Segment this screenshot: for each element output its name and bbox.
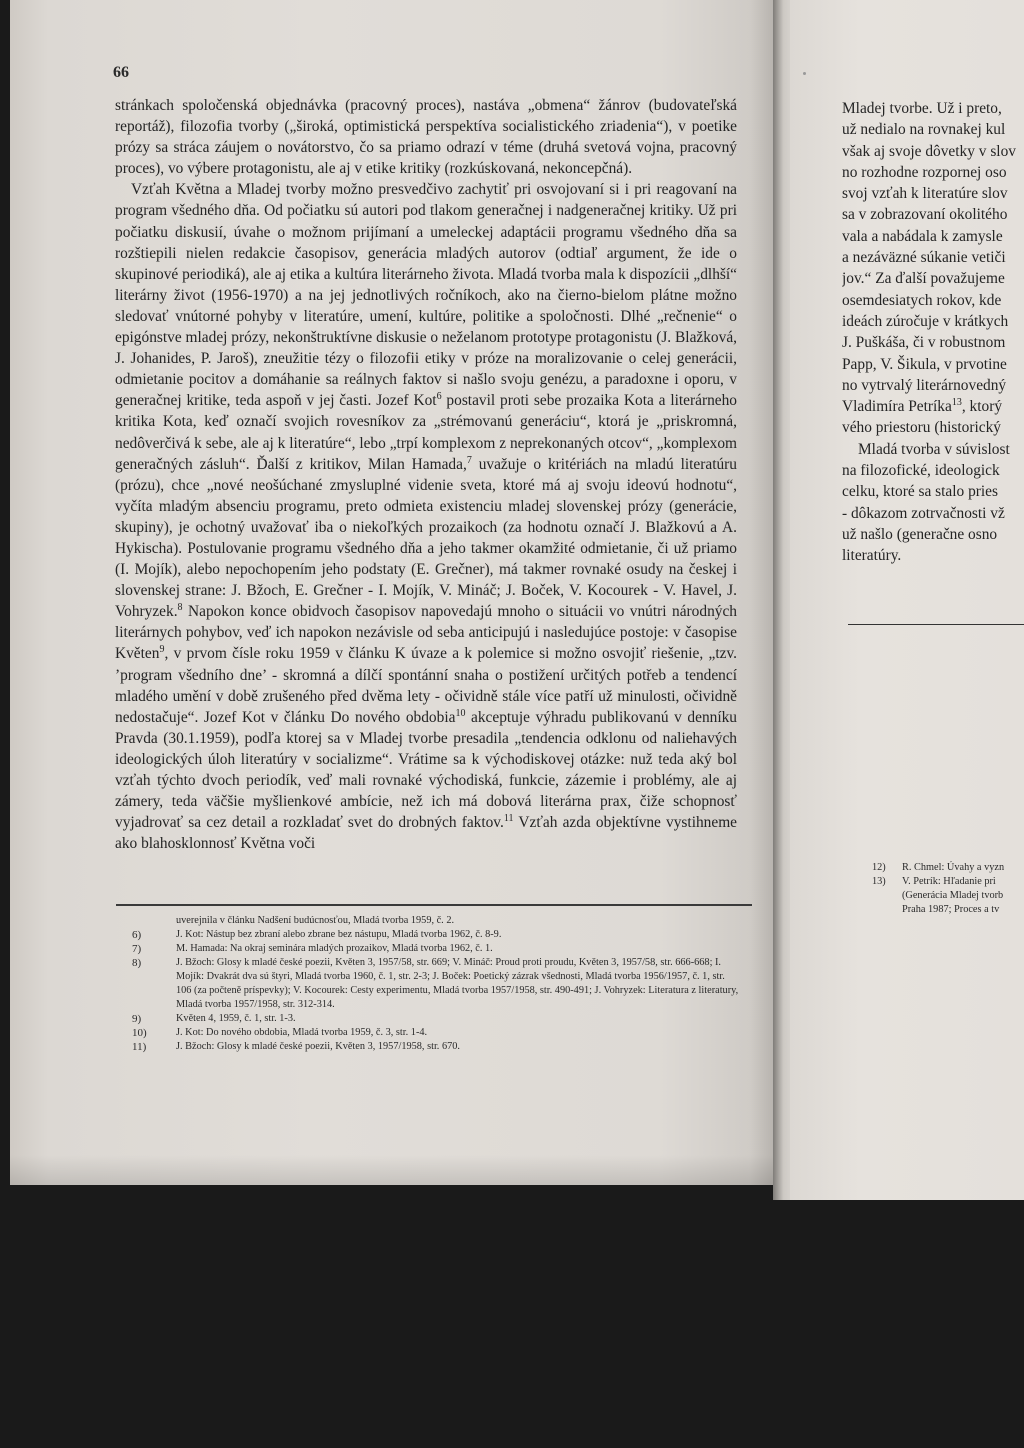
text-run: Vzťah Května a Mladej tvorby možno presvedčivo zachytiť pri osvojovaní si i pri reagovaní na program všedného dňa. Od počiatku sú autori pod tlakom generačnej i nadgeneračnej kritiky. Už pri počiatku diskusií, úvahe o možnom prijímaní a umeleckej adaptácii programu všedného dňa sa rozštiepili nielen redakcie časopisov, generácia mladých autorov (odtiaľ argument, že ide o skupinové periodiká), ale aj etika a kultúra literárneho života. Mladá tvorba mala k dispozícii „dlhší“ literárny život (1956-1970) a na jej jednotlivých ročníkoch, ako na čierno-bielom plátne možno sledovať vnútorné pohyby v literatúre, umení, kultúre, politike a spoločnosti. Dlhé „rečnenie“ o epigónstve mladej prózy, nekonštruktívne diskusie o neželanom prototype protagonistu (J. Blažková, J. Johanides, P. Jaroš), zneužitie tézy o filozofii etiky v próze na moralizovanie o celej generácii, odmietanie pocitov a domáhanie sa reálnych faktov si našlo svoju genézu, a paradoxne i oporu, v generačnej kritike, teda aspoň v jej časti. Jozef Kot [115, 181, 737, 410]
footnote [872, 861, 1024, 875]
text-run: uvažuje o kritériách na mladú literatúru (prózu), chce „nové neošúchané zmysluplné videnie sveta, ktoré má aj svoju ideovú hodnotu“, vyčíta mladým absenciu programu, preto odmieta existenciu mladej slovenskej prózy (generácie, skupiny), je ochotný uvažovať iba o niekoľkých prozaikoch (za hodnotu označí J. Blažkovú a A. Hykischa). Postulovanie programu všedného dňa a jeho takmer okamžité odmietanie, či už priamo (I. Mojík), alebo nepochopením jeho podstaty (E. Grečner), má takmer rovnaké osudy na českej i slovenskej strane: J. Bžoch, E. Grečner - I. Mojík, V. Mináč; J. Boček, V. Kocourek - V. Havel, J. Vohryzek. [115, 455, 737, 621]
footnote [130, 956, 742, 1012]
text-line: no rozhodne rozpornej oso [842, 163, 1007, 181]
footnote-number: 6) [132, 929, 142, 941]
text-run: Vzťah azda objektívne vystihneme ako blahosklonnosť Května voči [115, 814, 737, 853]
text-run: , ktorý [961, 398, 1003, 416]
footnote-text: J. Kot: Do nového obdobia, Mladá tvorba 1959, č. 3, str. 1-4. [176, 1027, 428, 1038]
footnote-number: 8) [132, 957, 142, 969]
right-footnotes [872, 861, 1024, 917]
text-line: Mladá tvorba v súvislost [858, 440, 1010, 458]
footnote-text: (Generácia Mladej tvorb [902, 890, 1004, 901]
footnote-number: 13) [872, 876, 886, 887]
scan-speck [803, 72, 806, 75]
footnote-text: M. Hamada: Na okraj seminára mladých prozaikov, Mladá tvorba 1962, č. 1. [176, 943, 493, 954]
text-line: vého priestoru (historický [842, 419, 1002, 437]
paragraph [115, 179, 737, 854]
footnote [872, 889, 1024, 903]
text-line: literatúry. [842, 547, 902, 565]
text-run: akceptuje výhradu publikovanú v denníku Pravda (30.1.1959), podľa ktorej sa v Mladej tvorbe presadila „tendencia odklonu od naliehavých ideologických úloh literatúry v socializme“. Vrátime sa k východiskovej otázke: nuž teda aký bol vzťah týchto dvoch periodík, veď mali rovnaké východiská, funkcie, zázemie i problémy, ale aj zámery, teda väčšie myšlienkové ambície, než ich má dobová literárna prax, čiže schopnosť vyjadrovať sa cez detail a rozkladať svet do drobných faktov. [115, 708, 738, 832]
footnotes [130, 914, 742, 1054]
text-line: svoj vzťah k literatúre slov [842, 185, 1008, 203]
footnote [130, 1040, 742, 1054]
text-line: sa v zobrazovaní okolitého [842, 206, 1008, 224]
footnote-text: J. Kot: Nástup bez zbraní alebo zbrane bez nástupu, Mladá tvorba 1962, č. 8-9. [176, 929, 502, 940]
text-line: Papp, V. Šikula, v prvotine [842, 355, 1007, 373]
footnote-ref: 10 [455, 707, 466, 719]
right-footnote-divider [848, 624, 1024, 625]
text-line: na filozofické, ideologick [842, 462, 1000, 480]
text-run: Vladimíra Petríka [842, 398, 952, 416]
text-line: osemdesiatych rokov, kde [842, 291, 1002, 309]
text-line: ideách zúročuje v krátkych [842, 312, 1009, 330]
text-line [842, 396, 1024, 417]
footnote [130, 914, 742, 928]
text-line: no vytrvalý literárnovedný [842, 376, 1007, 394]
footnote-number: 7) [132, 943, 142, 955]
text-line: Mladej tvorbe. Už i preto, [842, 100, 1002, 117]
footnote-ref: 6 [436, 391, 442, 403]
footnote [130, 942, 742, 956]
text-line: však aj svoje dôvetky v slov [842, 142, 1016, 160]
footnote-text: J. Bžoch: Glosy k mladé české poezii, Květen 3, 1957/1958, str. 670. [176, 1041, 460, 1052]
footnote-number: 12) [872, 862, 886, 873]
text-line: - dôkazom zotrvačnosti vž [842, 504, 1005, 522]
text-run: Napokon konce obidvoch časopisov napovedajú mnoho o situácii vo vnútri národných literárnych pohybov, veď ich napokon nezávisle od seba anticipujú i nasledujúce postoje: v časopise Květen [115, 603, 737, 663]
footnote [872, 875, 1024, 889]
text-line: J. Puškáša, či v robustnom [842, 334, 1006, 352]
footnote-number: 10) [132, 1027, 147, 1039]
paragraph: stránkach spoločenská objednávka (pracovný proces), nastáva „obmena“ žánrov (budovateľská reportáž), filozofia tvorby („široká, optimistická perspektíva socialistického zriadenia“), v poetike prózy sa stráca záujem o novátorstvo, čo sa priamo odrazí v téme (druhá svetová vojna, pracovný proces), vo výbere protagonistu, ale aj v etike kritiky (rozkúskovaná, nekoncepčná). [115, 97, 737, 178]
footnote-divider [116, 904, 752, 906]
text-line: jov.“ Za ďalší považujeme [842, 270, 1005, 288]
page-number: 66 [113, 64, 129, 81]
right-page-text [842, 98, 1024, 567]
footnote [872, 903, 1024, 917]
footnote-ref: 8 [177, 602, 183, 614]
footnote-text: Praha 1987; Proces a tv [902, 904, 1000, 915]
text-line: už našlo (generačne osno [842, 525, 998, 543]
text-line: už nedialo na rovnakej kul [842, 121, 1006, 139]
footnote [130, 928, 742, 942]
footnote-ref: 9 [159, 644, 165, 656]
text-run: , v prvom čísle roku 1959 v článku K úvaze a k polemice si možno osvojiť riešenie, „tzv. ’program všedního dne’ - skromná a dílčí spontánní snaha o postižení určitých potřeb a tendencí mladého umění v době zrušeného před dvěma lety - očividně stále více patří už minulosti, očividně nedostačuje“. Jozef Kot v článku Do nového obdobia [115, 645, 737, 726]
footnote-text: Květen 4, 1959, č. 1, str. 1-3. [176, 1013, 296, 1024]
footnote-text: uverejnila v článku Nadšení budúcnosťou, Mladá tvorba 1959, č. 2. [176, 915, 455, 926]
footnote-number: 9) [132, 1013, 142, 1025]
footnote-ref: 7 [466, 454, 472, 466]
text-line: celku, ktoré sa stalo pries [842, 483, 998, 501]
text-run: postavil proti sebe prozaika Kota a literárneho kritika Kota, keď označí svojich rovesníkov za „strémovanú generáciu“, ktorá je „priskromná, nedôverčivá k sebe, ale aj k literatúre“, lebo „trpí komplexom z neprekonaných otcov“, „komplexom generačných zásluh“. Ďalší z kritikov, Milan Hamada, [115, 392, 737, 473]
footnote-text: V. Petrík: Hľadanie pri [902, 876, 996, 887]
footnote [130, 1026, 742, 1040]
footnote-ref: 11 [503, 813, 514, 825]
text-line: a nezáväzné súkanie vetiči [842, 249, 1006, 267]
footnote-ref: 13 [951, 397, 962, 409]
footnote-number: 11) [132, 1041, 147, 1053]
main-text [115, 95, 737, 854]
footnote-text: J. Bžoch: Glosy k mladé české poezii, Květen 3, 1957/58, str. 669; V. Mináč: Proud proti proudu, Květen 3, 1957/58, str. 666-668; I. Mojík: Dvakrát dva sú štyri, Mladá tvorba 1960, č. 1, str. 2-3; J. Boček: Poetický zázrak všednosti, Mladá tvorba 1956/1957, č. 1, str. 106 (za počteně príspevky); V. Kocourek: Cesty experimentu, Mladá tvorba 1957/1958, str. 490-491; J. Vohryzek: Literatura z literatury, Mladá tvorba 1957/1958, str. 312-314. [176, 957, 739, 1010]
footnote-text: R. Chmel: Úvahy a vyzn [902, 862, 1005, 873]
footnote [130, 1012, 742, 1026]
text-line: vala a nabádala k zamysle [842, 227, 1003, 245]
